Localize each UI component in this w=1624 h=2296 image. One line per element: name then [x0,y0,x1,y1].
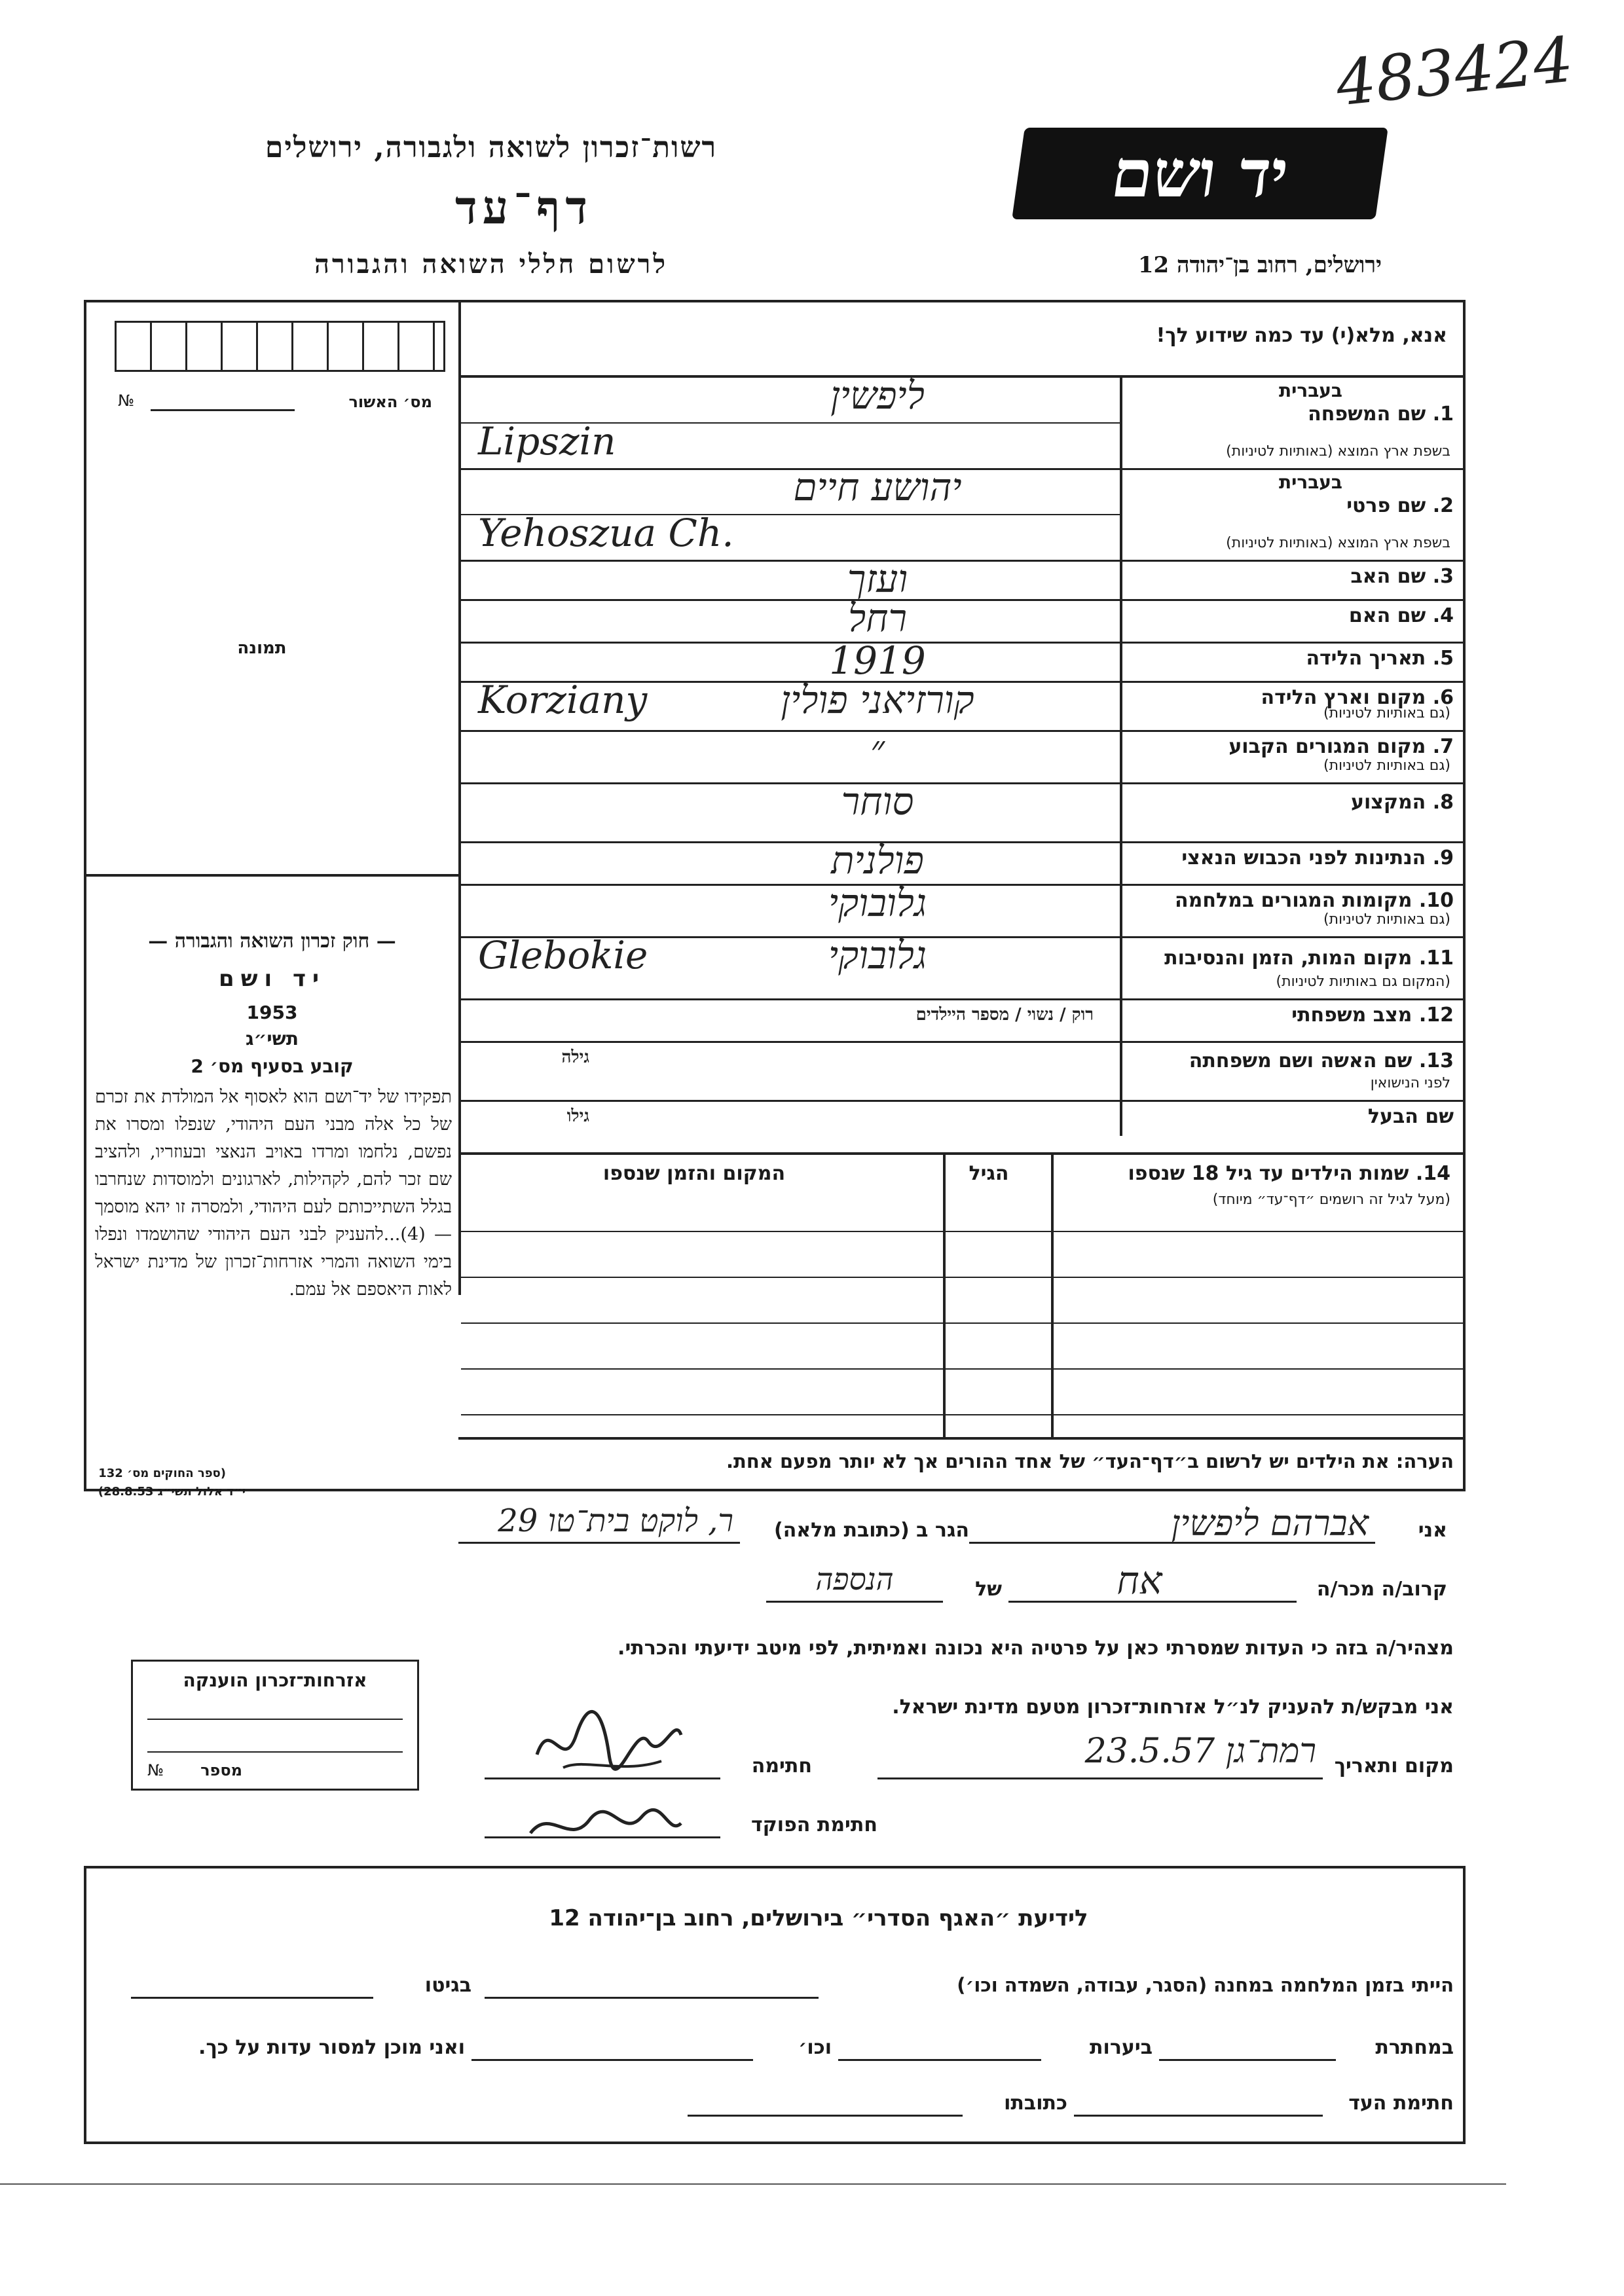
field-number: 13. [1412,1049,1454,1072]
law-clause: קובע בסעיף מס׳ 2 [191,1055,354,1077]
children-title [1058,1162,1450,1185]
field-value: רוק / נשוי / מספר היילדים [915,1005,1094,1025]
yad-vashem-logo [1012,128,1388,219]
field-value: גלובוקי [828,933,927,977]
left-column-divider [458,300,461,1295]
decl-address-label: הגר ב (כתובת מלאה) [773,1519,969,1542]
footer-line2-blank-3 [471,2059,753,2061]
children-row-4 [461,1368,1463,1370]
note-text: הערה: את הילדים יש לרשום ב״דף־העד״ של אחד ההורים אך לא יותר מפעם אחת. [726,1450,1454,1472]
decl-request: אני מבקש/ת להעניק לנ״ל אזרחות־זכרון מטעם מדינת ישראל. [892,1696,1454,1719]
decl-signature-label: חתימה [751,1755,812,1777]
field-label [1126,947,1454,970]
footer-line2d: ואני מוכן למסור עדות על כך. [198,2036,465,2059]
field-value: גלובוקי [828,881,927,925]
decl-of-label: של [975,1578,1002,1601]
footer-line3a: חתימת העד [1348,2092,1454,2115]
field-row-line [458,1041,1466,1043]
children-row-3 [461,1322,1463,1324]
law-logo: יד ושם [219,966,325,992]
decl-officer-mark [524,1800,688,1853]
field-number: 12. [1412,1004,1454,1027]
children-sub: (מעל לגיל זה רושמים ״דף־עד״ מיוחד) [1212,1192,1450,1208]
field-label-text: מקומות המגורים במלחמה [1175,889,1412,912]
field-number: 3. [1426,565,1454,588]
children-title-text: שמות הילדים עד גיל 18 שנספו [1128,1162,1409,1185]
authority-title: רשות־זכרון לשואה ולגבורה, ירושלים [265,131,718,164]
field-latin-value: Lipszin [478,419,616,464]
field-sub-label: בשפת ארץ המוצא (באותיות לטיניות) [1226,443,1450,460]
field-value: רחל [848,596,907,640]
footer-line3-blank-2 [688,2115,963,2117]
approval-label: מס׳ האשור [348,393,432,411]
citizenship-number: מספר [200,1761,242,1779]
field-label-text: מקום המות, הזמן והנסיבות [1164,946,1412,970]
field-label [1126,565,1454,588]
field-sub-label: לפני הנישואין [1370,1075,1450,1091]
field-value: גילו [566,1106,589,1126]
field-number: 6. [1426,686,1454,709]
field-label-text: שם האם [1348,604,1426,627]
field-latin-value: Yehoszua Ch. [478,511,734,555]
field-number: 8. [1426,791,1454,814]
field-hebrew-tag: בעברית [1278,471,1342,493]
footer-title: לידיעת ״האגף הסדרי״ בירושלים, רחוב בן־יהודה 12 [549,1905,1088,1931]
footer-line1a: הייתי בזמן המלחמה במחנה (הסגר, עבודה, השמדה וכו׳) [957,1974,1454,1996]
children-col-age: הגיל [969,1162,1009,1185]
children-col-divider-2 [943,1152,946,1437]
footer-line3b: כתובתו [1004,2092,1067,2115]
address: ירושלים, רחוב בן־יהודה 12 [1137,252,1382,278]
field-number: 7. [1426,735,1454,758]
citizenship-line-2 [147,1751,403,1753]
footer-line2a: במחתרת [1375,2036,1454,2059]
field-value: קורזיאני פולין [781,678,974,722]
field-label-text: המקצוע [1351,791,1426,814]
photo-label: תמונה [237,638,287,658]
children-row-2 [461,1277,1463,1278]
field-value: ועזך [847,556,908,601]
scan-edge-line [0,2183,1506,2185]
footer-line1-blank-1 [485,1997,819,1999]
field-label-text: שם האשה ושם משפחתה [1189,1049,1412,1072]
children-bottom-line [458,1437,1466,1440]
citizenship-no: № [147,1761,164,1779]
children-col-place: המקום והזמן שנספו [602,1162,786,1185]
field-label-text: שם האב [1350,565,1426,588]
field-label-text: שם הבעל [1367,1105,1454,1128]
field-row-line [458,1100,1466,1102]
field-sub-label: (גם באותיות לטיניות) [1323,705,1450,721]
decl-officer-label: חתימת הפוקד [751,1813,877,1836]
field-label [1126,1105,1454,1128]
field-hebrew-tag: בעברית [1278,380,1342,401]
decl-relation-label: קרוב/ה מכר/ה [1316,1578,1447,1601]
field-label [1126,735,1454,758]
children-row-1 [461,1231,1463,1232]
field-number: 4. [1426,604,1454,627]
field-label-text: מקום המגורים הקבוע [1228,735,1426,758]
decl-ani-label: אני [1418,1519,1447,1542]
decl-place-date-line [877,1777,1323,1779]
law-source-1: (ספר החוקים מס׳ 132 [98,1467,226,1480]
photo-area-bottom [84,874,460,877]
officer-signature-icon [524,1800,688,1853]
field-number: 10. [1412,889,1454,912]
field-number: 1. [1426,403,1454,426]
field-label [1126,847,1454,869]
logo-text: יד ושם [1107,135,1293,212]
decl-signature-mark [524,1696,688,1787]
approval-line [151,409,295,411]
children-row-5 [461,1414,1463,1415]
field-label-text: הנתינות לפני הכבוש הנאצי [1181,847,1426,869]
footer-line2b: ביערות [1090,2036,1153,2059]
field-number: 9. [1426,847,1454,869]
field-label [1126,1004,1454,1027]
field-sub-label: (גם באותיות לטיניות) [1323,757,1450,774]
footer-line2c: וכו׳ [798,2036,832,2059]
citizenship-line-1 [147,1719,403,1720]
decl-of-value: הנספה [815,1561,894,1597]
field-sub-label: בשפת ארץ המוצא (באותיות לטיניות) [1226,535,1450,551]
field-label-divider [1120,376,1122,1136]
field-value: ליפשין [830,373,925,418]
form-subtitle: לרשום חללי השואה והגבורה [314,249,669,280]
field-value: 1919 [829,638,926,683]
approval-no: № [118,392,134,410]
field-label-text: מצב משפחתי [1291,1004,1412,1027]
law-year: 1953 [246,1002,298,1023]
decl-place-date-value: רמת־גן 23.5.57 [1084,1732,1316,1771]
field-number: 11. [1412,946,1454,970]
field-value: ״ [870,727,885,771]
field-sub-label: (גם באותיות לטיניות) [1323,911,1450,928]
law-source-2: י״ד אלול תשי״ג 28.8.53) [98,1485,246,1499]
law-text: תפקידו של יד־ושם הוא לאסוף אל המולדת את זכרם של כל אלה מבני העם היהודי, שנפלו ומסרו את נפשם, נלחמו ומרדו באויב הנאצי ובעוזריו, ולהציב שם זכר להם, לקהילות, לארגונים ולמוסדות שנחרבו בגלל השתייכותם לעם היהודי, ולמסרה זו יהא מוסמך — (4)...להעניק לבני העם היהודי שהושמדו ונפלו בימי השואה והמרי אזרחות־זכרון של מדינת ישראל לאות היאספם אל עמם. [95,1087,452,1300]
field-number: 5. [1426,647,1454,670]
footer-line2-blank-1 [1159,2059,1336,2061]
law-hebrew-year: תשי״ג [246,1028,299,1049]
field-value: יהושע חיים [793,465,962,509]
field-label-text: מקום וארץ הלידה [1261,686,1426,709]
citizenship-title: אזרחות־זכרון הוענקה [183,1669,367,1691]
field-label [1126,494,1454,517]
intro-text: אנא, מלא(י) עד כמה שידוע לך! [1156,324,1447,347]
decl-ani-value: אברהם ליפשין [1171,1503,1369,1544]
law-title: — חוק זכרון השואה והגבורה — [148,930,396,953]
field-label [1126,791,1454,814]
decl-address-value: ר, לוקט בית־טו 29 [498,1503,733,1539]
field-label-text: שם פרטי [1346,494,1426,517]
footer-line2-blank-2 [838,2059,1041,2061]
form-title: דף־עד [454,180,593,234]
decl-address-line [458,1542,740,1544]
field-label-text: שם המשפחה [1308,403,1426,426]
field-latin-value: Korziany [478,678,648,722]
children-top-line [458,1152,1466,1155]
field-sub-label: (המקום גם באותיות לטיניות) [1276,974,1450,990]
approval-digit-boxes [115,321,445,372]
field-value: סוחר [841,779,914,824]
field-label [1126,647,1454,670]
field-latin-value: Glebokie [478,933,648,977]
footer-line1-blank-2 [131,1997,373,1999]
field-label [1126,604,1454,627]
field-number: 2. [1426,494,1454,517]
decl-place-date-label: מקום ותאריך [1334,1755,1454,1777]
children-num: 14. [1415,1162,1450,1185]
field-value: פולנית [831,838,924,883]
signature-scribble-icon [524,1696,688,1787]
field-row-line [458,998,1466,1000]
archive-number: 483424 [1333,24,1577,120]
field-label-text: תאריך הלידה [1306,647,1426,670]
field-value: גילה [561,1048,589,1067]
children-col-divider-1 [1051,1152,1054,1437]
footer-line1b: בגיטו [424,1974,471,1997]
decl-of-line [766,1601,943,1603]
footer-line3-blank-1 [1074,2115,1323,2117]
field-label [1126,889,1454,912]
decl-relation-value: אח [1116,1558,1162,1603]
field-label [1126,1049,1454,1072]
decl-statement: מצהיר/ה בזה כי העדות שמסרתי כאן על פרטיה היא נכונה ואמיתית, לפי מיטב ידיעתי והכרתי. [618,1637,1454,1660]
field-label [1126,403,1454,426]
